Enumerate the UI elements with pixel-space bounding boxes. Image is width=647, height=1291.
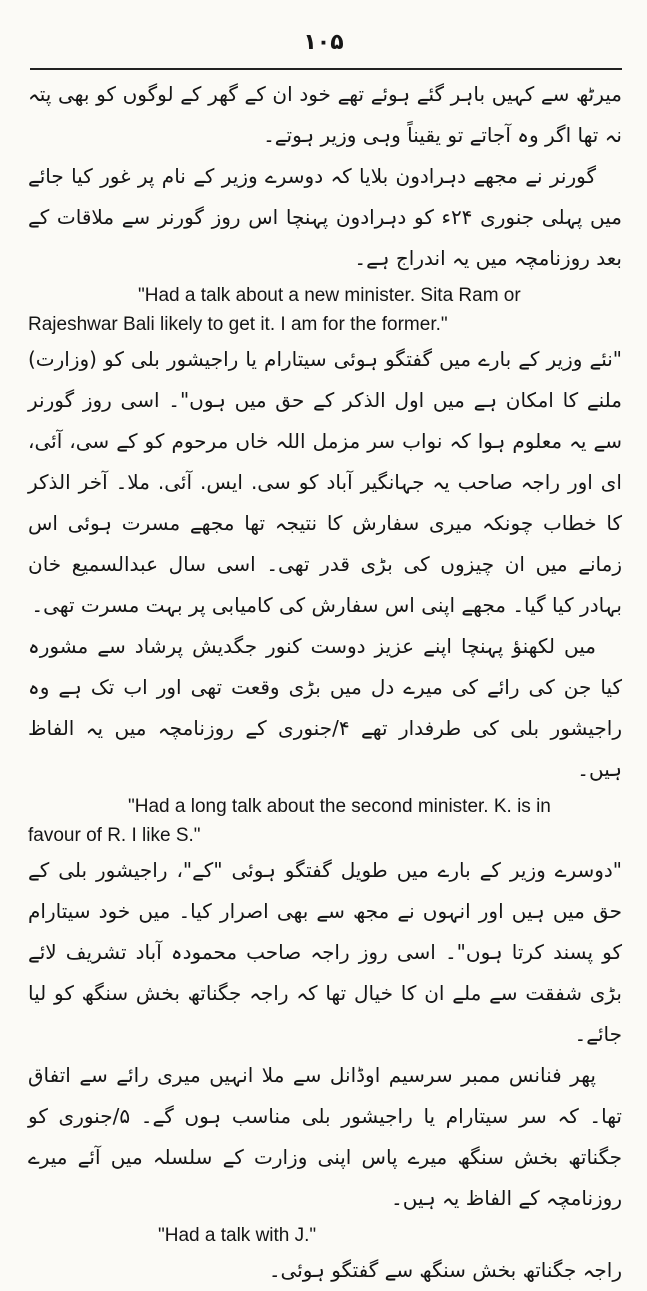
urdu-paragraph: پھر فنانس ممبر سرسیم اوڈانل سے ملا انہیں میری رائے سے اتفاق تھا۔ کہ سر سیتارام یا راجیشور بلی مناسب ہوں گے۔ ۵/جنوری کو جگناتھ بخش سنگھ میرے پاس اپنی وزارت کے سلسلہ میں آئے میرے روزنامچہ کے الفاظ یہ ہیں۔: [28, 1063, 622, 1210]
page-body: [28, 74, 622, 1291]
urdu-paragraph: راجہ جگناتھ بخش سنگھ سے گفتگو ہوئی۔: [268, 1258, 622, 1282]
urdu-paragraph: میں لکھنؤ پہنچا اپنے عزیز دوست کنور جگدیش پرشاد سے مشورہ کیا جن کی رائے کی میرے دل میں بڑی وقعت تھی اور اب تک ہے وہ راجیشور بلی کی طرفدار تھے ۴/جنوری کے روزنامچہ میں یہ الفاظ ہیں۔: [28, 634, 623, 781]
english-quote: [28, 792, 618, 850]
english-quote-line: "Had a long talk about the second minister. K. is in: [128, 796, 551, 817]
urdu-paragraph: گورنر نے مجھے دہرادون بلایا کہ دوسرے وزیر کے نام پر غور کیا جائے میں پہلی جنوری ۲۴ء کو دہرادون پہنچا اس روز گورنر سے ملاقات کے بعد روزنامچہ میں یہ اندراج ہے۔: [28, 164, 623, 270]
urdu-paragraph: "دوسرے وزیر کے بارے میں طویل گفتگو ہوئی "کے"، راجیشور بلی کے حق میں ہیں اور انہوں نے مجھ سے بھی اصرار کیا۔ میں خود سیتارام کو پسند کرتا ہوں"۔ اسی روز راجہ صاحب محمودہ آباد تشریف لائے بڑی شفقت سے ملے ان کا خیال تھا کہ راجہ جگناتھ بخش سنگھ کو لیا جائے۔: [28, 858, 622, 1046]
urdu-paragraph: میرٹھ سے کہیں باہر گئے ہوئے تھے خود ان کے گھر کے لوگوں کو بھی پتہ نہ تھا اگر وہ آجاتے تو یقیناً وہی وزیر ہوتے۔: [28, 82, 622, 147]
english-quote-line: favour of R. I like S.": [28, 825, 201, 846]
header-rule: [30, 68, 622, 70]
urdu-paragraph: "نئے وزیر کے بارے میں گفتگو ہوئی سیتارام یا راجیشور بلی کو (وزارت) ملنے کا امکان ہے میں اول الذکر کے حق میں ہوں"۔ اسی روز گورنر سے یہ معلوم ہوا کہ نواب سر مزمل اللہ خاں مرحوم کو کے سی، آئی، ای اور راجہ صاحب یہ جہانگیر آباد کو سی. ایس. آئی. ملا۔ آخر الذکر کا خطاب چونکہ میری سفارش کا نتیجہ تھا مجھے مسرت ہوئی اس زمانے میں ان چیزوں کی بڑی قدر تھی۔ اسی سال عبدالسمیع خان بہادر کیا گیا۔ مجھے اپنی اس سفارش کی کامیابی پر بہت مسرت تھی۔: [28, 347, 622, 617]
english-quote-line: "Had a talk with J.": [158, 1225, 317, 1246]
english-quote-line: Rajeshwar Bali likely to get it. I am for the former.": [28, 314, 448, 335]
page-number: ۱۰۵: [303, 30, 344, 55]
english-quote: [28, 281, 618, 339]
english-quote: [158, 1221, 618, 1250]
english-quote-line: "Had a talk about a new minister. Sita Ram or: [138, 285, 521, 306]
